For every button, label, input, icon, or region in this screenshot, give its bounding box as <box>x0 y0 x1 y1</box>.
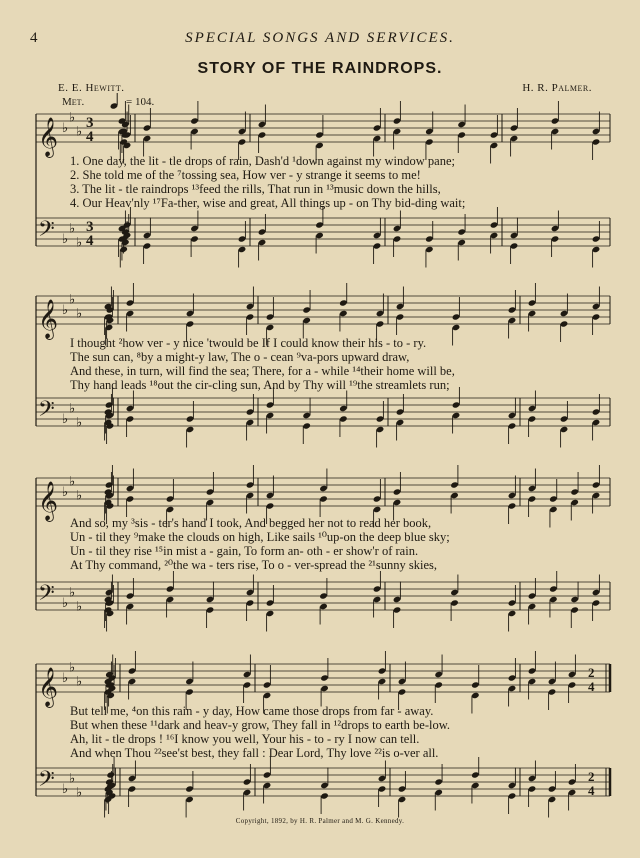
flat-icon: ♭ <box>76 414 83 430</box>
copyright-notice: Copyright, 1892, by H. R. Palmer and M. G. Kennedy. <box>235 817 405 825</box>
flat-icon: ♭ <box>76 673 83 689</box>
flat-icon: ♭ <box>62 411 69 426</box>
verse-line: At Thy command, ²⁰the wa - ters rise, To o - ver-spread the ²¹sunny skies, <box>70 558 438 572</box>
flat-icon: ♭ <box>69 400 76 416</box>
flat-icon: ♭ <box>62 231 69 246</box>
bass-clef-icon: 𝄢 <box>38 767 55 796</box>
song-title: STORY OF THE RAINDROPS. <box>197 60 443 77</box>
flat-icon: ♭ <box>69 291 76 307</box>
treble-clef-icon: 𝄞 <box>38 301 59 338</box>
flat-icon: ♭ <box>69 220 76 236</box>
flat-icon: ♭ <box>76 234 83 250</box>
flat-icon: ♭ <box>62 670 69 685</box>
verse-line: I thought ²how ver - y nice 'twould be If I could know their his - to - ry. <box>70 336 427 350</box>
flat-icon: ♭ <box>69 584 76 600</box>
running-header: SPECIAL SONGS AND SERVICES. <box>185 30 455 46</box>
flat-icon: ♭ <box>69 659 76 675</box>
bass-clef-icon: 𝄢 <box>38 581 55 610</box>
time-signature-bottom: 4 <box>86 129 94 145</box>
bass-clef-icon: 𝄢 <box>38 397 55 426</box>
flat-icon: ♭ <box>76 487 83 503</box>
page-number: 4 <box>30 30 38 46</box>
verse-line: 3. The lit - tle raindrops ¹³feed the rills, That run in ¹³music down the hills, <box>70 182 441 196</box>
flat-icon: ♭ <box>62 595 69 610</box>
treble-clef-icon: 𝄞 <box>38 669 59 706</box>
verse-line: Un - til they ⁹make the clouds on high, Like sails ¹⁰up-on the deep blue sky; <box>70 530 450 544</box>
verse-line: And when Thou ²²see'st best, they fall : Dear Lord, Thy love ²²is o-ver all. <box>70 746 439 760</box>
verse-line: 2. She told me of the ⁷tossing sea, How ver - y strange it seems to me! <box>70 168 421 182</box>
flat-icon: ♭ <box>76 784 83 800</box>
verse-line: And so, my ³sis - ter's hand I took, And begged her not to read her book, <box>70 516 432 530</box>
time-signature-bottom: 4 <box>588 783 595 798</box>
flat-icon: ♭ <box>69 770 76 786</box>
verse-line: Un - til they rise ¹⁵in mist a - gain, To form an- oth - er show'r of rain. <box>70 544 419 558</box>
verse-line: The sun can, ⁸by a might-y law, The o - cean ⁹va-pors upward draw, <box>70 350 410 364</box>
treble-clef-icon: 𝄞 <box>38 483 59 520</box>
bass-clef-icon: 𝄢 <box>38 217 55 246</box>
verse-line: But when these ¹¹dark and heav-y grow, They fall in ¹²drops to earth be-low. <box>70 718 451 732</box>
verse-line: Ah, lit - tle drops ! ¹⁶I know you well, Your his - to - ry I now can tell. <box>70 732 420 746</box>
flat-icon: ♭ <box>76 305 83 321</box>
verse-line: 4. Our Heav'nly ¹⁷Fa-ther, wise and great, All things up - on Thy bid-ding wait; <box>70 196 466 210</box>
verse-line: 1. One day, the lit - tle drops of rain, Dash'd ¹down against my window pane; <box>70 154 455 168</box>
verse-line: And these, in turn, will find the sea; There, for a - while ¹⁴their home will be, <box>70 364 455 378</box>
flat-icon: ♭ <box>76 598 83 614</box>
flat-icon: ♭ <box>62 781 69 796</box>
time-signature-top: 3 <box>86 115 94 131</box>
flat-icon: ♭ <box>76 123 83 139</box>
time-signature-top: 2 <box>588 665 595 680</box>
time-signature-bottom: 4 <box>588 679 595 694</box>
verse-line: But tell me, ⁴on this rain - y day, How came those drops from far - away. <box>70 704 434 718</box>
flat-icon: ♭ <box>62 302 69 317</box>
composer-credit: H. R. Palmer. <box>522 82 592 94</box>
flat-icon: ♭ <box>69 109 76 125</box>
time-signature-top: 2 <box>588 769 595 784</box>
time-signature-top: 3 <box>86 219 94 235</box>
lyricist-credit: E. E. Hewitt. <box>58 82 125 94</box>
flat-icon: ♭ <box>62 484 69 499</box>
time-signature-bottom: 4 <box>86 233 94 249</box>
verse-line: Thy hand leads ¹⁸out the cir-cling sun, And by Thy will ¹⁹the streamlets run; <box>70 378 450 392</box>
flat-icon: ♭ <box>62 120 69 135</box>
flat-icon: ♭ <box>69 473 76 489</box>
tempo-value: = 104. <box>126 96 155 108</box>
treble-clef-icon: 𝄞 <box>38 119 59 156</box>
tempo-label: Met. <box>62 96 85 108</box>
